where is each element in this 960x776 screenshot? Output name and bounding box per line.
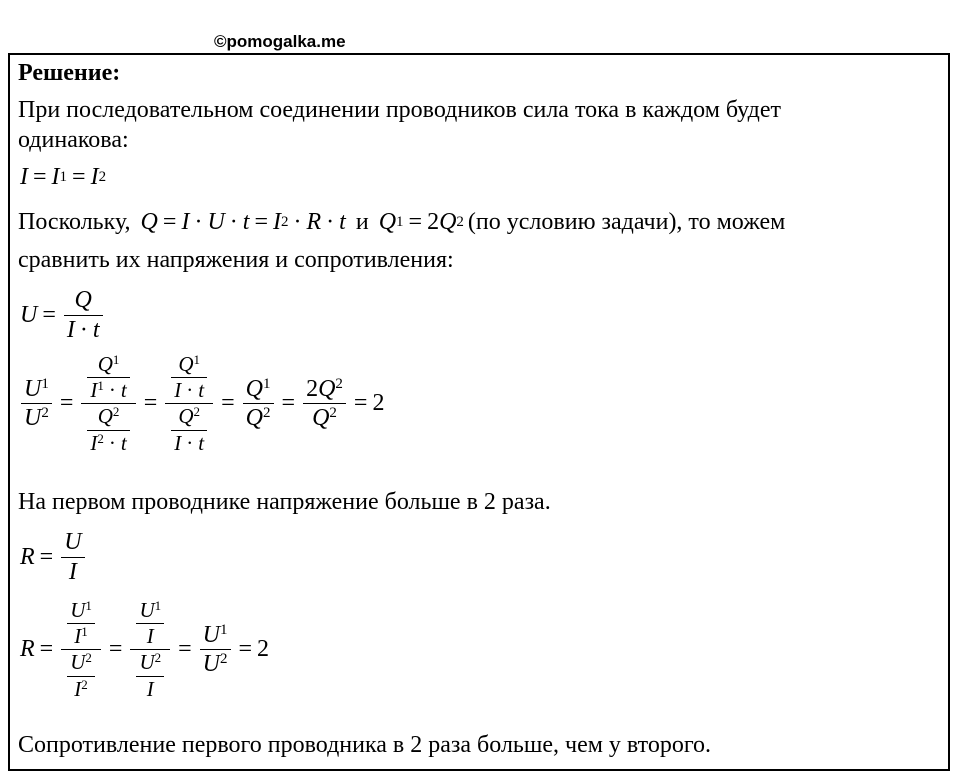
text-line-1b: одинакова:: [18, 127, 129, 153]
formula-current-equal: I = I 1 = I 2: [20, 164, 107, 190]
formula-resistance-ratio: R = U 1 I 1 U 2 I 2 = U 1 I U 2 I = U 1 U 2 = 2: [20, 598, 270, 701]
formula-voltage: U = Q I · t: [20, 286, 106, 345]
formula-resistance: R = U I: [20, 528, 88, 587]
text-2a: Поскольку,: [18, 209, 131, 235]
watermark: ©pomogalka.me: [214, 32, 346, 51]
text-line-1: При последовательном соединении проводников сила тока в каждом будет: [18, 97, 782, 123]
text-2c: (по условию задачи), то можем: [467, 209, 786, 235]
solution-heading: Решение:: [18, 60, 121, 86]
formula-voltage-ratio: U 1 U 2 = Q 1 I 1 · t Q 2 I 2 · t = Q 1 I · t Q 2 I · t = Q 1 Q 2 = 2 Q 2 Q 2 = 2: [18, 352, 384, 456]
text-line-4: На первом проводнике напряжение больше в 2 раза.: [18, 489, 551, 515]
text-2b: и: [355, 209, 369, 235]
text-line-5: Сопротивление первого проводника в 2 раза больше, чем у второго.: [18, 732, 712, 758]
text-line-3: сравнить их напряжения и сопротивления:: [18, 247, 454, 273]
text-line-2: Поскольку, Q = I · U · t = I 2 · R · t и Q 1 = 2 Q 2 (по условию задачи), то можем: [18, 209, 786, 235]
